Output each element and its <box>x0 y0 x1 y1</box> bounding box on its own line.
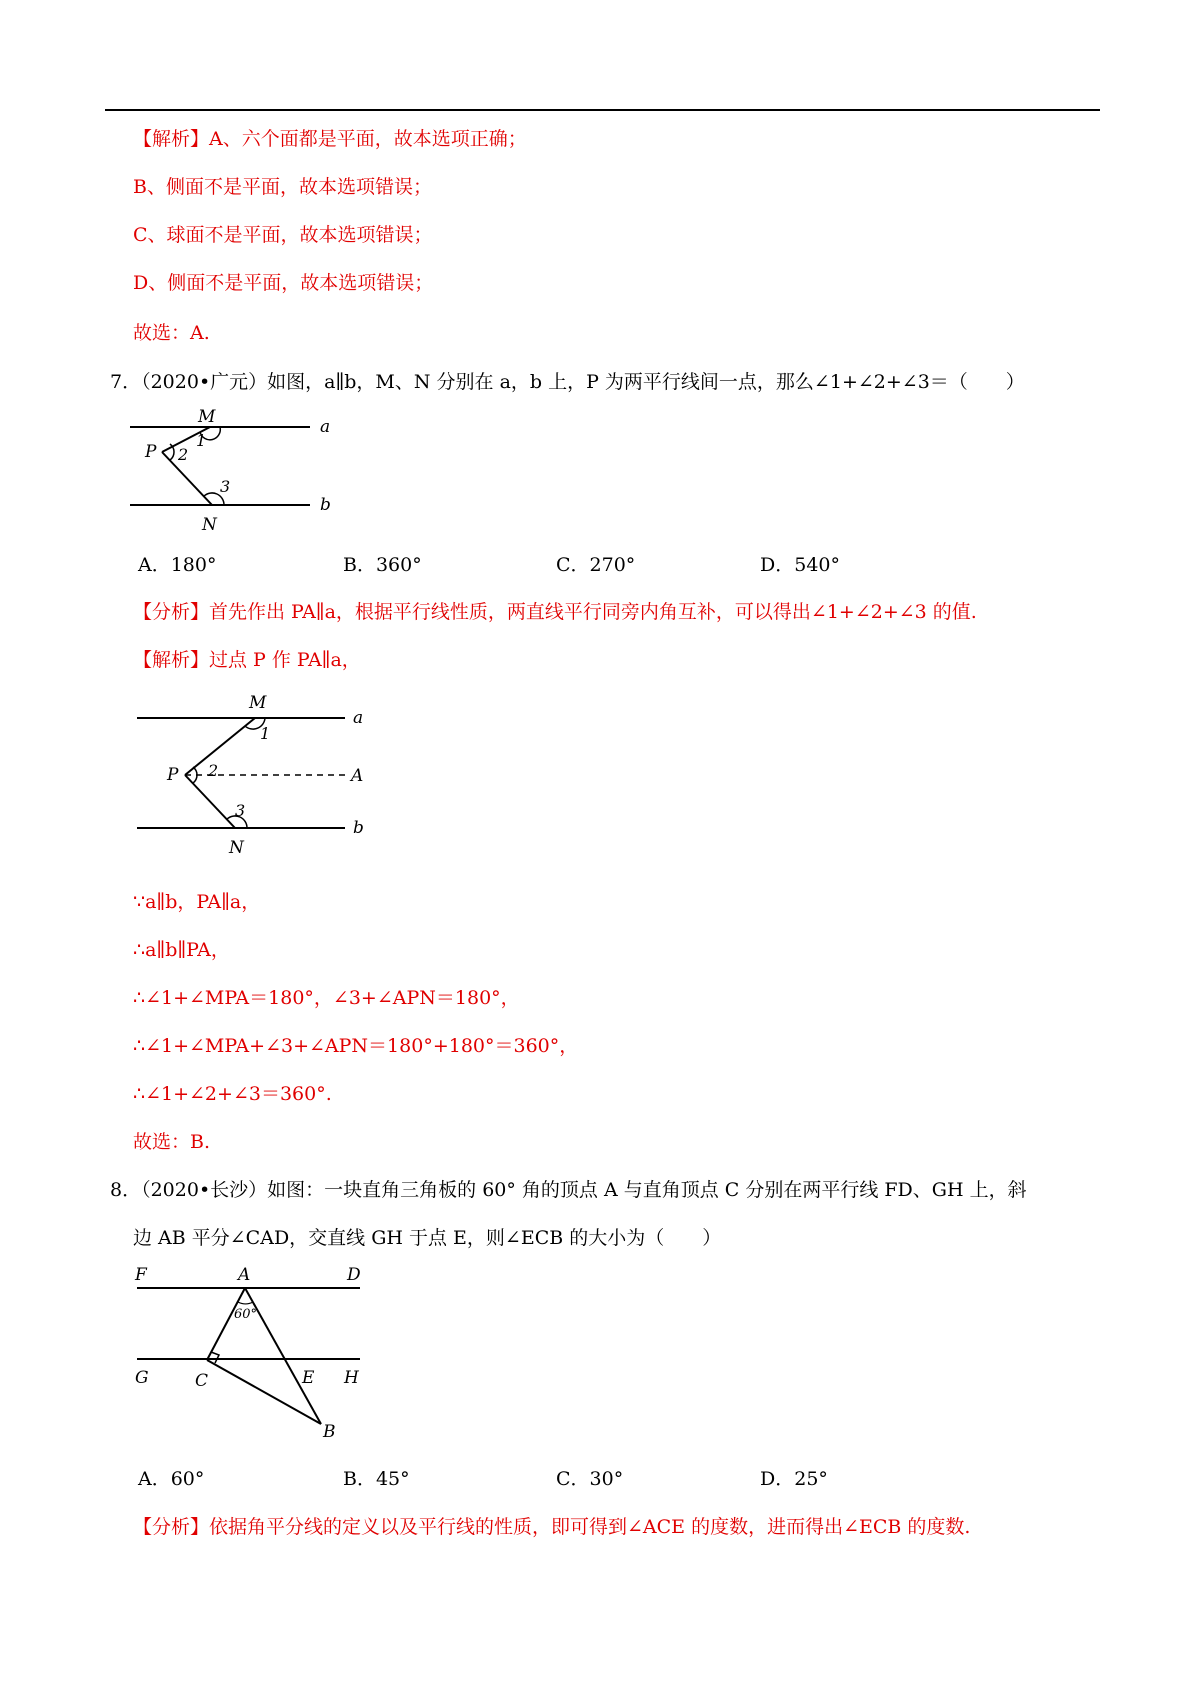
q6-solution-line-5: 故选：A. <box>133 322 210 344</box>
label-m: M <box>198 407 216 427</box>
segment-pm <box>185 718 255 775</box>
label-b: b <box>320 495 331 515</box>
label-3: 3 <box>220 477 231 496</box>
label-h: H <box>344 1368 359 1388</box>
label-a: a <box>320 417 331 437</box>
label-p: P <box>145 442 157 462</box>
label-1: 1 <box>196 431 207 450</box>
label-e: E <box>302 1368 315 1388</box>
label-a: a <box>353 708 364 728</box>
angle-2-arc <box>193 767 197 783</box>
q7-option-d: D．540° <box>760 554 840 576</box>
q7-step-1: ∵a∥b，PA∥a， <box>133 891 261 913</box>
q6-solution-line-1: 【解析】A、六个面都是平面，故本选项正确； <box>133 128 527 150</box>
label-p: P <box>167 765 179 785</box>
q7-step-5: ∴∠1+∠2+∠3＝360°. <box>133 1083 332 1105</box>
q7-analysis: 【分析】首先作出 PA∥a，根据平行线性质，两直线平行同旁内角互补，可以得出∠1+∠2+∠3 的值. <box>133 601 977 623</box>
label-b: b <box>353 818 364 838</box>
label-2: 2 <box>178 445 189 464</box>
q7-step-4: ∴∠1+∠MPA+∠3+∠APN＝180°+180°＝360°， <box>133 1035 579 1057</box>
q8-figure <box>125 1262 385 1442</box>
header-rule <box>105 109 1100 111</box>
label-1: 1 <box>260 724 271 743</box>
label-b: B <box>323 1422 336 1442</box>
q7-step-2: ∴a∥b∥PA， <box>133 939 230 961</box>
label-n: N <box>229 838 244 858</box>
label-g: G <box>135 1368 149 1388</box>
label-2: 2 <box>208 761 219 780</box>
q8-option-b: B．45° <box>343 1468 410 1490</box>
q7-figure <box>120 400 350 535</box>
segment-pn <box>185 775 235 828</box>
label-3: 3 <box>235 801 246 820</box>
q7-solution-figure <box>125 690 375 860</box>
q7-stem: 7．（2020•广元）如图，a∥b，M、N 分别在 a，b 上，P 为两平行线间一点，那么∠1+∠2+∠3＝（ ） <box>110 371 1025 393</box>
label-d: D <box>347 1265 361 1285</box>
segment-ac <box>207 1288 245 1360</box>
q8-option-d: D．25° <box>760 1468 828 1490</box>
q6-solution-line-3: C、球面不是平面，故本选项错误； <box>133 224 433 246</box>
label-a: A <box>238 1265 251 1285</box>
q6-solution-line-2: B、侧面不是平面，故本选项错误； <box>133 176 432 198</box>
q7-option-a: A．180° <box>138 554 217 576</box>
label-60-degrees: 60° <box>234 1307 258 1322</box>
q8-analysis: 【分析】依据角平分线的定义以及平行线的性质，即可得到∠ACE 的度数，进而得出∠ECB 的度数. <box>133 1516 971 1538</box>
label-m: M <box>249 693 267 713</box>
label-capital-a: A <box>351 766 364 786</box>
q6-solution-line-4: D、侧面不是平面，故本选项错误； <box>133 272 434 294</box>
q8-option-a: A．60° <box>138 1468 205 1490</box>
q8-stem-line-2: 边 AB 平分∠CAD，交直线 GH 于点 E，则∠ECB 的大小为（ ） <box>133 1227 722 1249</box>
angle-60-arc <box>238 1302 253 1304</box>
q8-option-c: C．30° <box>556 1468 624 1490</box>
right-angle-mark <box>211 1352 219 1363</box>
label-c: C <box>195 1371 209 1391</box>
q7-step-6: 故选：B. <box>133 1131 211 1153</box>
q8-stem-line-1: 8．（2020•长沙）如图：一块直角三角板的 60° 角的顶点 A 与直角顶点 C 分别在两平行线 FD、GH 上，斜 <box>110 1179 1027 1201</box>
label-f: F <box>135 1265 147 1285</box>
q7-option-b: B．360° <box>343 554 422 576</box>
q7-option-c: C．270° <box>556 554 636 576</box>
q7-solution-intro: 【解析】过点 P 作 PA∥a， <box>133 649 361 671</box>
q7-step-3: ∴∠1+∠MPA＝180°，∠3+∠APN＝180°， <box>133 987 520 1009</box>
label-n: N <box>202 515 217 535</box>
